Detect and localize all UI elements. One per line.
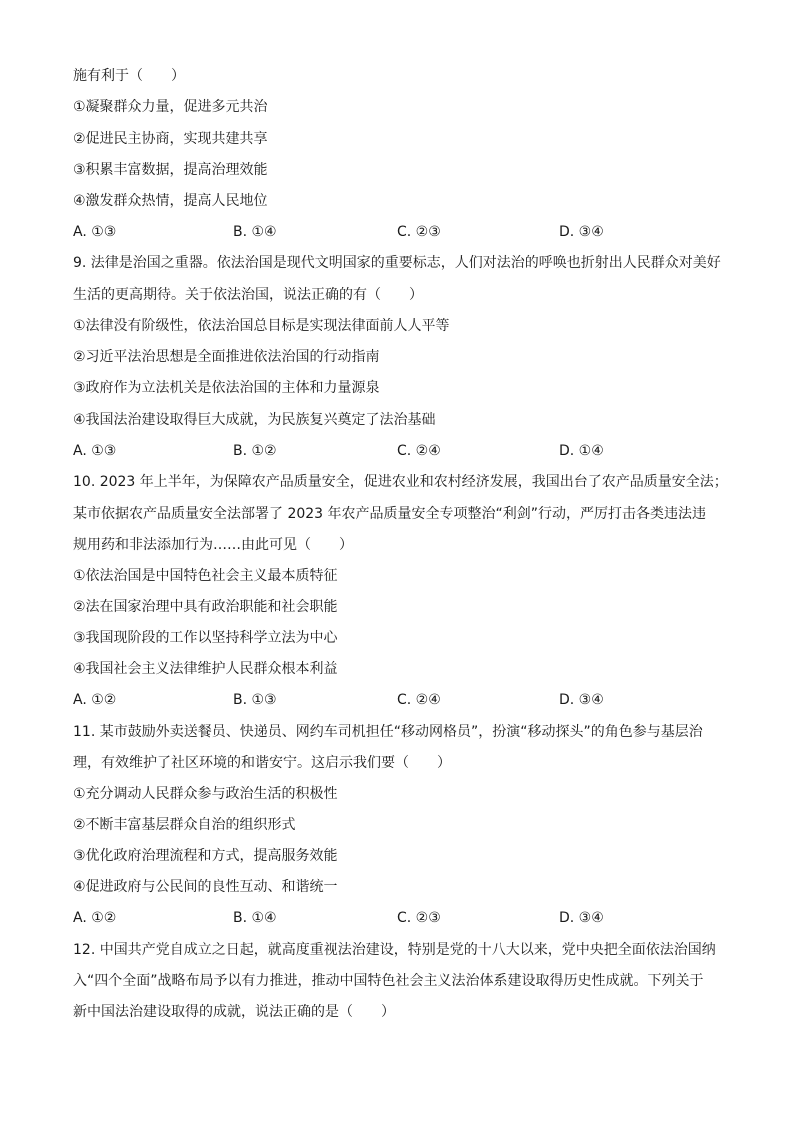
statement-3: ③政府作为立法机关是依法治国的主体和力量源泉: [73, 380, 380, 396]
option-c[interactable]: C. ②④: [397, 443, 441, 459]
option-d[interactable]: D. ③④: [559, 910, 604, 926]
question-10-stem-line-1: 10. 2023 年上半年，为保障农产品质量安全，促进农业和农村经济发展，我国出台了农产品质量安全法；: [73, 474, 728, 490]
answer-options: [73, 908, 713, 928]
option-a[interactable]: A. ①②: [73, 910, 117, 926]
option-d[interactable]: D. ③④: [559, 692, 604, 708]
statement-3: ③优化政府治理流程和方式，提高服务效能: [73, 848, 338, 864]
question-11-stem-line-2: 理，有效维护了社区环境的和谐安宁。这启示我们要（ ）: [73, 755, 451, 771]
statement-3: ③积累丰富数据，提高治理效能: [73, 162, 268, 178]
question-10-stem-line-3: 规用药和非法添加行为……由此可见（ ）: [73, 537, 353, 553]
statement-1: ①法律没有阶级性，依法治国总目标是实现法律面前人人平等: [73, 318, 450, 334]
option-b[interactable]: B. ①②: [233, 443, 277, 459]
statement-1: ①凝聚群众力量，促进多元共治: [73, 99, 268, 115]
statement-2: ②法在国家治理中具有政治职能和社会职能: [73, 599, 338, 615]
option-a[interactable]: A. ①③: [73, 224, 117, 240]
statement-1: ①依法治国是中国特色社会主义最本质特征: [73, 568, 338, 584]
statement-2: ②习近平法治思想是全面推进依法治国的行动指南: [73, 349, 380, 365]
answer-options: [73, 441, 713, 461]
statement-2: ②促进民主协商，实现共建共享: [73, 131, 268, 147]
statement-1: ①充分调动人民群众参与政治生活的积极性: [73, 786, 338, 802]
answer-options: [73, 222, 713, 242]
question-10-stem-line-2: 某市依据农产品质量安全法部署了 2023 年农产品质量安全专项整治“利剑”行动，严厉打击各类违法违: [73, 506, 707, 522]
option-d[interactable]: D. ③④: [559, 224, 604, 240]
statement-4: ④激发群众热情，提高人民地位: [73, 193, 268, 209]
option-b[interactable]: B. ①④: [233, 224, 277, 240]
question-9-stem-line-1: 9. 法律是治国之重器。依法治国是现代文明国家的重要标志，人们对法治的呼唤也折射出人民群众对美好: [73, 255, 721, 271]
statement-4: ④我国法治建设取得巨大成就，为民族复兴奠定了法治基础: [73, 412, 436, 428]
statement-4: ④我国社会主义法律维护人民群众根本利益: [73, 661, 338, 677]
question-11-stem-line-1: 11. 某市鼓励外卖送餐员、快递员、网约车司机担任“移动网格员”，扮演“移动探头”的角色参与基层治: [73, 724, 703, 740]
option-c[interactable]: C. ②③: [397, 224, 441, 240]
question-12-stem-line-1: 12. 中国共产党自成立之日起，就高度重视法治建设，特别是党的十八大以来，党中央把全面依法治国纳: [73, 942, 716, 958]
statement-2: ②不断丰富基层群众自治的组织形式: [73, 817, 296, 833]
option-c[interactable]: C. ②④: [397, 692, 441, 708]
statement-3: ③我国现阶段的工作以坚持科学立法为中心: [73, 630, 338, 646]
question-12-stem-line-3: 新中国法治建设取得的成就，说法正确的是（ ）: [73, 1004, 395, 1020]
option-b[interactable]: B. ①③: [233, 692, 277, 708]
option-d[interactable]: D. ①④: [559, 443, 604, 459]
answer-options: [73, 690, 713, 710]
question-12-stem-line-2: 入“四个全面”战略布局予以有力推进，推动中国特色社会主义法治体系建设取得历史性成就。下列关于: [73, 973, 704, 989]
statement-4: ④促进政府与公民间的良性互动、和谐统一: [73, 879, 338, 895]
option-a[interactable]: A. ①③: [73, 443, 117, 459]
option-a[interactable]: A. ①②: [73, 692, 117, 708]
question-stem-tail: 施有利于（ ）: [73, 68, 185, 84]
option-b[interactable]: B. ①④: [233, 910, 277, 926]
question-9-stem-line-2: 生活的更高期待。关于依法治国，说法正确的有（ ）: [73, 287, 423, 303]
option-c[interactable]: C. ②③: [397, 910, 441, 926]
